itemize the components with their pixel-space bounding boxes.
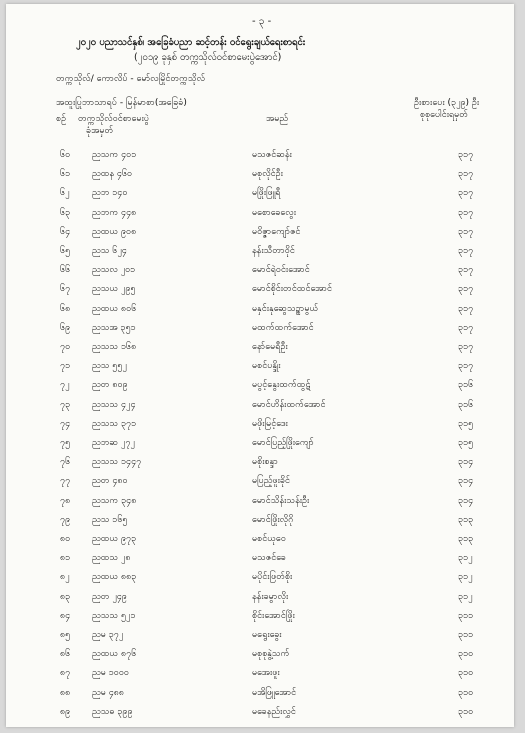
- row-number: ၇၃: [60, 399, 71, 410]
- row-number: ၇၇: [60, 476, 71, 487]
- row-number: ၈၉: [60, 706, 71, 717]
- total-mark: ၃၁၄: [458, 476, 474, 487]
- student-name: မောင်သိန်းသန်းဦး: [252, 495, 310, 506]
- student-name: စိုင်းအောင်ဖြိုး: [252, 610, 295, 621]
- student-name: မပိုင်းဖြတ်စိုး: [252, 572, 293, 583]
- student-name: မစောခေလွေး: [252, 207, 296, 218]
- table-row: [6, 456, 514, 472]
- table-row: [6, 168, 514, 184]
- roll-number: ညသ ၅၅၂: [92, 361, 127, 372]
- student-name: မောင်ဟိန်းထက်အောင်: [252, 399, 326, 410]
- row-number: ၇၅: [60, 438, 71, 448]
- table-row: [6, 667, 514, 683]
- student-name: မောင်ဖြိုးလိုဂို: [252, 514, 294, 525]
- student-name: မဝိဇ္ဇာကျော်ဇင်: [252, 226, 301, 237]
- row-number: ၆၉: [60, 322, 71, 333]
- total-mark: ၃၁၄: [458, 457, 474, 468]
- roll-number: ညသဓ ၃၉၉: [92, 706, 133, 717]
- roll-number: ညသသ ၃၇၁: [92, 418, 137, 429]
- table-row: [6, 591, 514, 607]
- student-name: မဖြိုးဖြူရီ: [252, 188, 281, 199]
- row-number: ၆၂: [60, 188, 70, 199]
- document-subtitle: (၂၀၁၉ ခုနှစ် တက္ကသိုလ်ဝင်စာမေးပွဲအောင်): [134, 52, 282, 63]
- row-number: ၈၁: [60, 553, 71, 564]
- row-number: ၇၈: [60, 495, 71, 506]
- total-mark: ၃၁၀: [458, 649, 474, 660]
- document-title: ၂၀၂၀ ပညာသင်နှစ်၊ အခြေခံပညာ ဆင့်တန်း ဝင်ရွေးချယ်ရေးစာရင်း: [76, 37, 306, 48]
- student-name: နော်မေရီဦး: [252, 342, 288, 352]
- roll-number: ညတ ၄၈၀: [92, 476, 128, 487]
- major-line: အထူးပြုဘာသာရပ် - မြန်မာစာ(အခြေခံ): [56, 98, 187, 108]
- total-mark: ၃၁၇: [458, 207, 474, 218]
- student-name: နန်းခမွာလိုး: [252, 591, 289, 602]
- table-row: [6, 571, 514, 587]
- table-row: [6, 687, 514, 703]
- roll-number: ညထယ ၈၇၆: [92, 649, 137, 660]
- row-number: ၇၉: [60, 514, 71, 525]
- row-number: ၈၄: [60, 610, 71, 621]
- student-name: မထက်ထက်အောင်: [252, 322, 314, 333]
- roll-number: ညသအ ၃၅၁: [92, 322, 136, 333]
- total-mark: ၃၁၅: [458, 438, 474, 448]
- priority-note: ဦးစားပေး (၃၂၉) ဦး: [414, 98, 480, 108]
- table-row: [6, 552, 514, 568]
- total-mark: ၃၁၇: [458, 361, 474, 372]
- row-number: ၆၈: [60, 303, 71, 314]
- student-name: မပွင့်နွေးထက်ထွဋ်: [252, 380, 311, 391]
- row-number: ၆၄: [60, 226, 71, 237]
- roll-number: ညသသ ၁၆၈: [92, 342, 137, 352]
- roll-number: ညမ ၁၀၀၀: [92, 668, 129, 679]
- row-number: ၆၇: [60, 284, 71, 295]
- page-number: - ၃ -: [252, 16, 272, 27]
- table-row: [6, 226, 514, 242]
- roll-number: ညထန ၄၆၀: [92, 169, 133, 180]
- header-roll-2: ခုံအမှတ်: [86, 126, 114, 136]
- row-number: ၈၅: [60, 630, 71, 640]
- total-mark: ၃၁၇: [458, 150, 474, 160]
- table-row: [6, 360, 514, 376]
- university-line: တက္ကသိုလ်/ ကောလိပ် - မော်လမြိုင်တက္ကသိုလ်: [56, 74, 206, 84]
- table-row: [6, 399, 514, 415]
- total-mark: ၃၁၇: [458, 265, 474, 276]
- document-page: [6, 4, 514, 727]
- roll-number: ညသသ ၅၂၁: [92, 610, 136, 621]
- row-number: ၇၀: [60, 342, 71, 352]
- roll-number: ညဘက ၄၄၈: [92, 207, 137, 218]
- roll-number: ညသက ၄၀၁: [92, 150, 137, 160]
- total-mark: ၃၁၇: [458, 284, 474, 295]
- table-row: [6, 149, 514, 165]
- roll-number: ညထယ ၈၈၃: [92, 572, 137, 583]
- total-mark: ၃၁၂: [458, 591, 473, 602]
- row-number: ၈၃: [60, 591, 71, 602]
- student-name: မောင်စိုင်းတင်ထင်အောင်: [252, 284, 332, 295]
- table-row: [6, 437, 514, 453]
- row-number: ၈၈: [60, 687, 71, 698]
- total-mark: ၃၁၇: [458, 226, 474, 237]
- row-number: ၆၆: [60, 265, 71, 276]
- row-number: ၆၃: [60, 207, 71, 218]
- table-row: [6, 648, 514, 664]
- total-mark: ၃၁၆: [458, 380, 474, 391]
- total-mark: ၃၁၂: [458, 553, 473, 564]
- student-name: မစိုးစန္ဒာ: [252, 457, 278, 468]
- student-name: မစင်ပန္ဒိုး: [252, 361, 281, 372]
- total-mark: ၃၁၄: [458, 495, 474, 506]
- table-row: [6, 629, 514, 645]
- total-mark: ၃၁၇: [458, 322, 474, 333]
- roll-number: ညမ ၃၇၂: [92, 630, 124, 640]
- roll-number: ညသသ ၄၂၄: [92, 399, 136, 410]
- total-mark: ၃၁၆: [458, 399, 474, 410]
- student-name: မဖိုးမြင့်ဒေး: [252, 418, 288, 429]
- table-row: [6, 418, 514, 434]
- header-name: အမည်: [266, 114, 289, 124]
- table-row: [6, 207, 514, 223]
- roll-number: ညသ ၁၆၅: [92, 514, 128, 525]
- student-name: မအိဖြူအောင်: [252, 687, 297, 698]
- student-name: မောင်ပြည့်ဖြိုးကျော်: [252, 438, 314, 448]
- student-name: မအေးဖူး: [252, 668, 280, 679]
- student-name: မနှင်းနုဆွေသဉ္စာမွယ်: [252, 303, 319, 314]
- row-number: ၈၆: [60, 649, 71, 660]
- row-number: ၇၂: [60, 380, 70, 391]
- roll-number: ညဘ ၁၄၀: [92, 188, 128, 199]
- table-row: [6, 379, 514, 395]
- row-number: ၆၁: [60, 169, 71, 180]
- row-number: ၈၂: [60, 572, 70, 583]
- total-mark-header: စုစုပေါင်းရမှတ်: [420, 110, 469, 120]
- total-mark: ၃၁၂: [458, 572, 473, 583]
- roll-number: ညထသ ၂၈: [92, 553, 131, 564]
- roll-number: ညတ ၈၀၉: [92, 380, 128, 391]
- student-name: မစင်ယုဝေ: [252, 534, 286, 544]
- roll-number: ညသက ၃၄၈: [92, 495, 137, 506]
- roll-number: ညမ ၄၈၈: [92, 687, 125, 698]
- roll-number: ညသလ ၂၀၁: [92, 265, 136, 276]
- total-mark: ၃၁၃: [458, 534, 474, 544]
- row-number: ၇၄: [60, 418, 71, 429]
- roll-number: ညထယ ၉၇၃: [92, 534, 137, 544]
- total-mark: ၃၁၇: [458, 303, 474, 314]
- total-mark: ၃၁၇: [458, 342, 474, 352]
- total-mark: ၃၁၁: [458, 610, 474, 621]
- student-name: မခေနည်းလွှင်: [252, 706, 296, 717]
- student-name: မသဇင်ဆန်း: [252, 150, 292, 160]
- total-mark: ၃၁၇: [458, 169, 474, 180]
- student-name: မသဇင်ခေ: [252, 553, 286, 564]
- table-row: [6, 495, 514, 511]
- roll-number: ညထယ ၉၀၈: [92, 226, 137, 237]
- table-row: [6, 187, 514, 203]
- table-row: [6, 533, 514, 549]
- total-mark: ၃၁၀: [458, 668, 474, 679]
- table-row: [6, 264, 514, 280]
- student-name: မစုလိုင်ဦး: [252, 169, 283, 180]
- table-row: [6, 245, 514, 261]
- table-row: [6, 514, 514, 530]
- row-number: ၈၀: [60, 534, 71, 544]
- total-mark: ၃၁၁: [458, 630, 474, 640]
- row-number: ၆၅: [60, 246, 71, 256]
- student-name: နန်းသီတာဝိုင်: [252, 246, 295, 256]
- table-row: [6, 475, 514, 491]
- total-mark: ၃၁၀: [458, 706, 474, 717]
- header-no: စဉ်: [56, 114, 67, 124]
- student-name: မစုစုနွဲ့သက်: [252, 649, 290, 660]
- row-number: ၇၆: [60, 457, 71, 468]
- student-name: မောင်ရဲဝင်းအောင်: [252, 265, 310, 276]
- table-row: [6, 341, 514, 357]
- total-mark: ၃၁၃: [458, 514, 474, 525]
- roll-number: ညသသ ၁၄၄၇: [92, 457, 142, 468]
- total-mark: ၃၁၅: [458, 418, 474, 429]
- row-number: ၆၀: [60, 150, 71, 160]
- row-number: ၈၇: [60, 668, 71, 679]
- roll-number: ညဘဆ ၂၇၂: [92, 438, 135, 448]
- table-row: [6, 610, 514, 626]
- roll-number: ညတ ၂၄၉: [92, 591, 127, 602]
- table-row: [6, 322, 514, 338]
- total-mark: ၃၁၀: [458, 687, 474, 698]
- table-row: [6, 303, 514, 319]
- roll-number: ညသ ၆၂၄: [92, 246, 127, 256]
- roll-number: ညသယ ၂၉၅: [92, 284, 136, 295]
- student-name: မပြည့်ဖူးခိုင်: [252, 476, 290, 487]
- table-row: [6, 706, 514, 722]
- row-number: ၇၁: [60, 361, 71, 372]
- header-roll: တက္ကသိုလ်ဝင်စာမေးပွဲ: [78, 114, 149, 124]
- total-mark: ၃၁၇: [458, 246, 474, 256]
- total-mark: ၃၁၇: [458, 188, 474, 199]
- student-name: မရွေးခွေး: [252, 630, 282, 640]
- table-row: [6, 283, 514, 299]
- roll-number: ညထယ ၈၀၆: [92, 303, 137, 314]
